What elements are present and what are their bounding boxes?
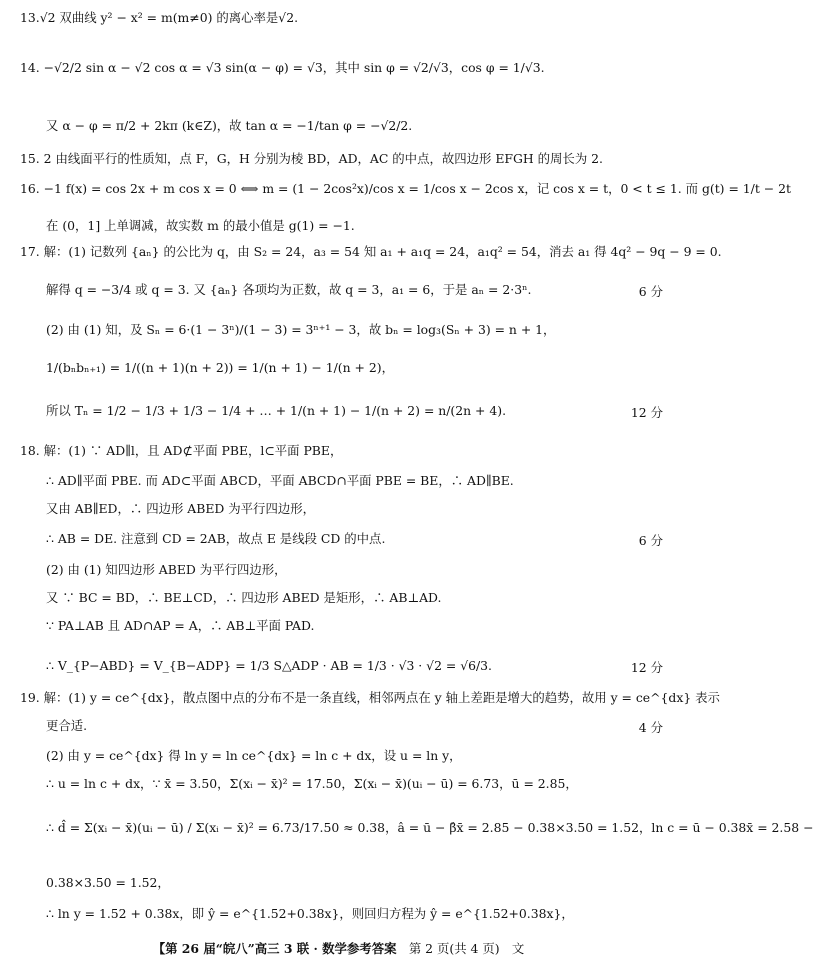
answer-line: 所以 Tₙ = 1/2 − 1/3 + 1/3 − 1/4 + … + 1/(n + 1) − 1/(n + 2) = n/(2n + 4). xyxy=(46,403,507,418)
answer-line: 0.38×3.50 = 1.52， xyxy=(46,875,170,890)
answer-line: ∴ u = ln c + dx，∵ x̄ = 3.50，Σ(xᵢ − x̄)² = 17.50，Σ(xᵢ − x̄)(uᵢ − ū) = 6.73，ū = 2.85， xyxy=(46,776,578,791)
answer-line: 又 α − φ = π/2 + 2kπ (k∈Z)，故 tan α = −1/tan φ = −√2/2. xyxy=(46,118,413,133)
answer-line: 13.√2 双曲线 y² − x² = m(m≠0) 的离心率是√2. xyxy=(20,10,299,25)
footer-tag: 文 xyxy=(511,941,525,956)
answer-line: 又 ∵ BC = BD，∴ BE⊥CD，∴ 四边形 ABED 是矩形，∴ AB⊥AD. xyxy=(46,590,442,605)
answer-line: 更合适. xyxy=(46,718,88,733)
answer-line: 解得 q = −3/4 或 q = 3. 又 {aₙ} 各项均为正数，故 q = 3，a₁ = 6，于是 aₙ = 2·3ⁿ. xyxy=(46,282,532,297)
score-mark: 12 分 xyxy=(630,405,663,420)
answer-line: 1/(bₙbₙ₊₁) = 1/((n + 1)(n + 2)) = 1/(n + 1) − 1/(n + 2)， xyxy=(46,360,394,375)
answer-line: (2) 由 (1) 知，及 Sₙ = 6·(1 − 3ⁿ)/(1 − 3) = 3ⁿ⁺¹ − 3，故 bₙ = log₃(Sₙ + 3) = n + 1， xyxy=(46,322,556,337)
answer-line: 18. 解：(1) ∵ AD∥l，且 AD⊄平面 PBE，l⊂平面 PBE， xyxy=(20,443,343,458)
answer-line: ∴ AB = DE. 注意到 CD = 2AB，故点 E 是线段 CD 的中点. xyxy=(46,531,386,546)
score-mark: 6 分 xyxy=(638,284,663,299)
answer-line: ∴ AD∥平面 PBE. 而 AD⊂平面 ABCD，平面 ABCD∩平面 PBE = BE，∴ AD∥BE. xyxy=(46,473,514,488)
answer-line: 在 (0，1] 上单调减，故实数 m 的最小值是 g(1) = −1. xyxy=(46,218,355,233)
answer-line: 15. 2 由线面平行的性质知，点 F，G，H 分别为棱 BD，AD，AC 的中点，故四边形 EFGH 的周长为 2. xyxy=(20,151,603,166)
answer-line: ∴ ln y = 1.52 + 0.38x，即 ŷ = e^{1.52+0.38x}，则回归方程为 ŷ = e^{1.52+0.38x}， xyxy=(46,906,574,921)
footer-page: 第 2 页(共 4 页) xyxy=(408,941,500,956)
answer-line: 16. −1 f(x) = cos 2x + m cos x = 0 ⟺ m = (1 − 2cos²x)/cos x = 1/cos x − 2cos x，记 cos x = t，0 < t ≤ 1. 而 g(t) = 1/t − 2t xyxy=(20,181,791,196)
score-mark: 6 分 xyxy=(638,533,663,548)
page-footer xyxy=(0,939,677,957)
score-mark: 12 分 xyxy=(630,660,663,675)
answer-line: 19. 解：(1) y = ce^{dx}，散点图中点的分布不是一条直线，相邻两点在 y 轴上差距是增大的趋势，故用 y = ce^{dx} 表示 xyxy=(20,690,720,705)
footer-title: 【第 26 届“皖八”高三 3 联 · 数学参考答案 xyxy=(152,941,397,956)
answer-line: 14. −√2/2 sin α − √2 cos α = √3 sin(α − φ) = √3，其中 sin φ = √2/√3，cos φ = 1/√3. xyxy=(20,60,545,75)
answer-line: (2) 由 (1) 知四边形 ABED 为平行四边形， xyxy=(46,562,287,577)
answer-line: ∵ PA⊥AB 且 AD∩AP = A，∴ AB⊥平面 PAD. xyxy=(46,618,315,633)
answer-line: ∴ d̂ = Σ(xᵢ − x̄)(uᵢ − ū) / Σ(xᵢ − x̄)² = 6.73/17.50 ≈ 0.38，â = ū − β̂x̄ = 2.85 − 0.38×3.50 = 1.52，ln c = ū − 0.38x̄ = 2.58 − xyxy=(46,820,813,835)
answer-line: 又由 AB∥ED，∴ 四边形 ABED 为平行四边形， xyxy=(46,501,316,516)
answer-line: 17. 解：(1) 记数列 {aₙ} 的公比为 q，由 S₂ = 24，a₃ = 54 知 a₁ + a₁q = 24，a₁q² = 54，消去 a₁ 得 4q² − 9q − 9 = 0. xyxy=(20,244,722,259)
answer-line: ∴ V_{P−ABD} = V_{B−ADP} = 1/3 S△ADP · AB = 1/3 · √3 · √2 = √6/3. xyxy=(46,658,492,673)
score-mark: 4 分 xyxy=(638,720,663,735)
answer-line: (2) 由 y = ce^{dx} 得 ln y = ln ce^{dx} = ln c + dx，设 u = ln y， xyxy=(46,748,462,763)
